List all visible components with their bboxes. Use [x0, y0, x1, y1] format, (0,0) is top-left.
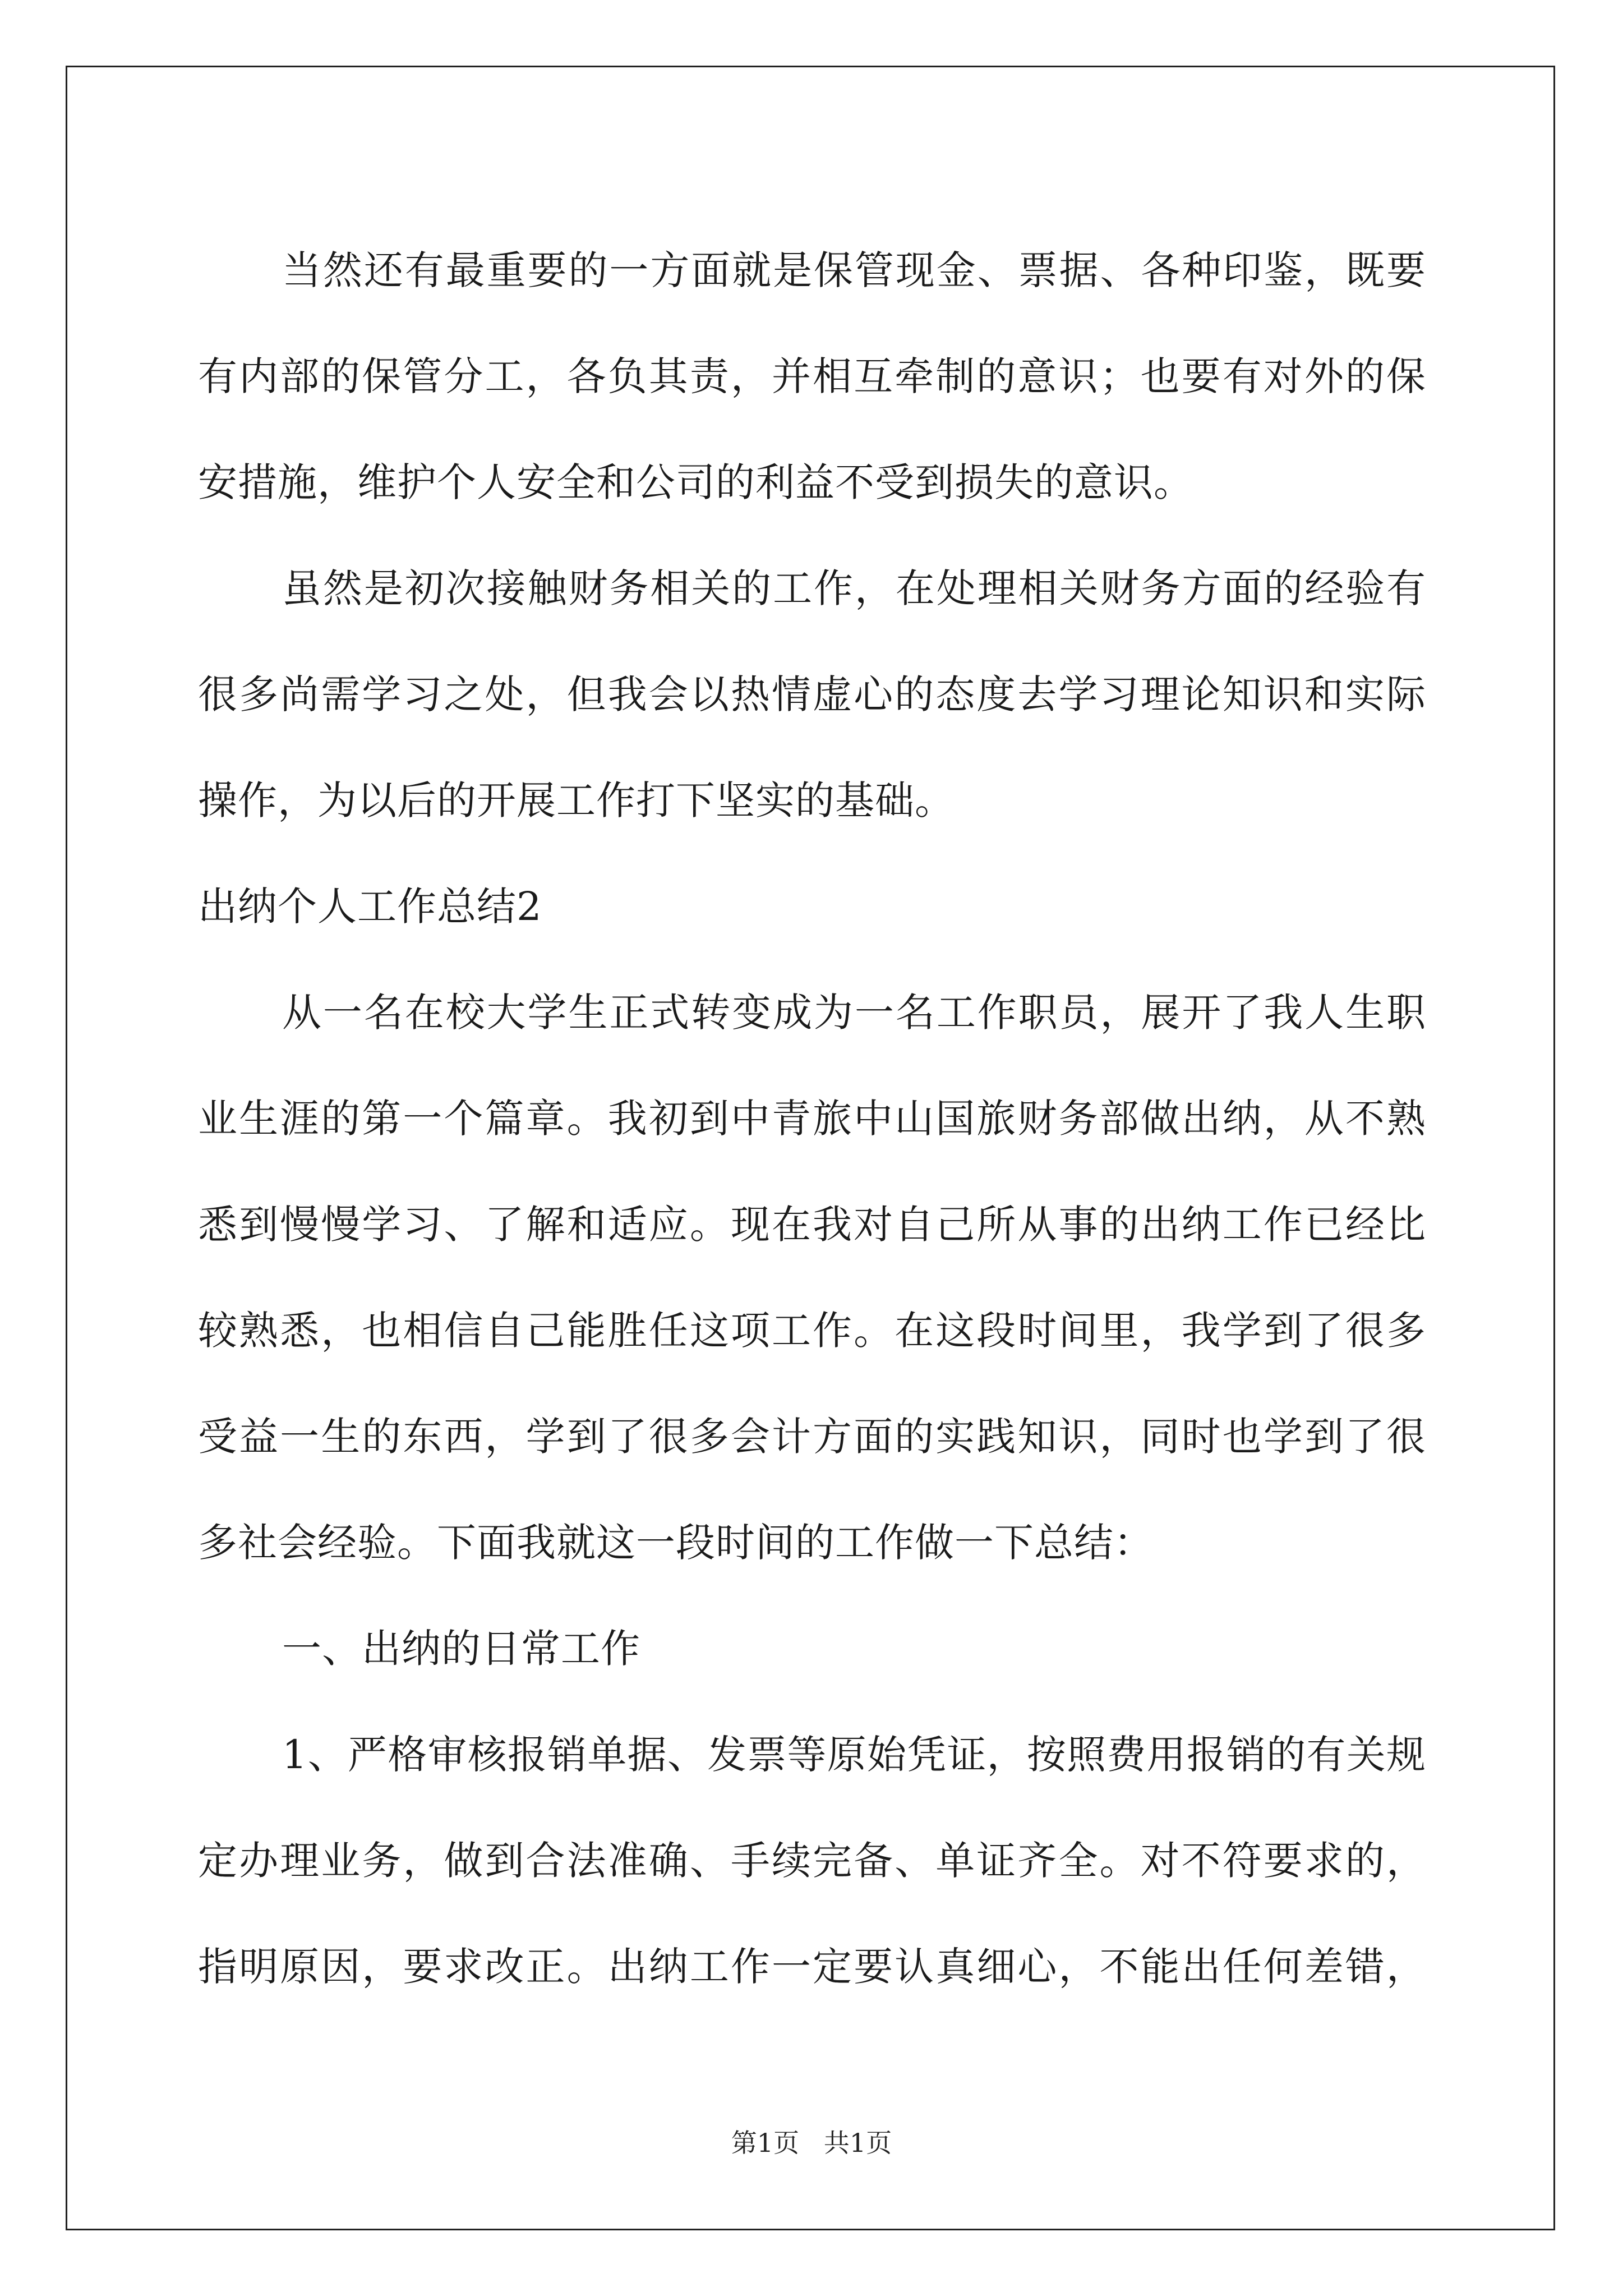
text-line: 从一名在校大学生正式转变成为一名工作职员，展开了我人生职: [282, 990, 1426, 1036]
text-line: 多社会经验。下面我就这一段时间的工作做一下总结：: [198, 1520, 1154, 1566]
text-line: 很多尚需学习之处，但我会以热情虚心的态度去学习理论知识和实际: [198, 671, 1426, 717]
text-line: 悉到慢慢学习、了解和适应。现在我对自己所从事的出纳工作已经比: [198, 1202, 1426, 1248]
text-line: 虽然是初次接触财务相关的工作，在处理相关财务方面的经验有: [282, 565, 1426, 611]
text-line: 当然还有最重要的一方面就是保管现金、票据、各种印鉴，既要: [282, 247, 1426, 293]
text-line: 受益一生的东西，学到了很多会计方面的实践知识，同时也学到了很: [198, 1414, 1426, 1460]
document-body: [198, 218, 1426, 2020]
section-heading: 出纳个人工作总结2: [198, 884, 542, 930]
text-line: 操作，为以后的开展工作打下坚实的基础。: [198, 777, 955, 823]
text-line: 安措施，维护个人安全和公司的利益不受到损失的意识。: [198, 459, 1193, 505]
text-line: 1、严格审核报销单据、发票等原始凭证，按照费用报销的有关规: [282, 1732, 1426, 1778]
text-line: 定办理业务，做到合法准确、手续完备、单证齐全。对不符要求的，: [198, 1838, 1426, 1884]
subsection-heading: 一、出纳的日常工作: [282, 1626, 640, 1672]
text-line: 较熟悉，也相信自己能胜任这项工作。在这段时间里，我学到了很多: [198, 1308, 1426, 1354]
page-number-footer: 第1页 共1页: [731, 2128, 892, 2158]
text-line: 有内部的保管分工，各负其责，并相互牵制的意识；也要有对外的保: [198, 353, 1426, 399]
text-line: 业生涯的第一个篇章。我初到中青旅中山国旅财务部做出纳，从不熟: [198, 1096, 1426, 1142]
text-line: 指明原因，要求改正。出纳工作一定要认真细心，不能出任何差错，: [198, 1944, 1426, 1990]
